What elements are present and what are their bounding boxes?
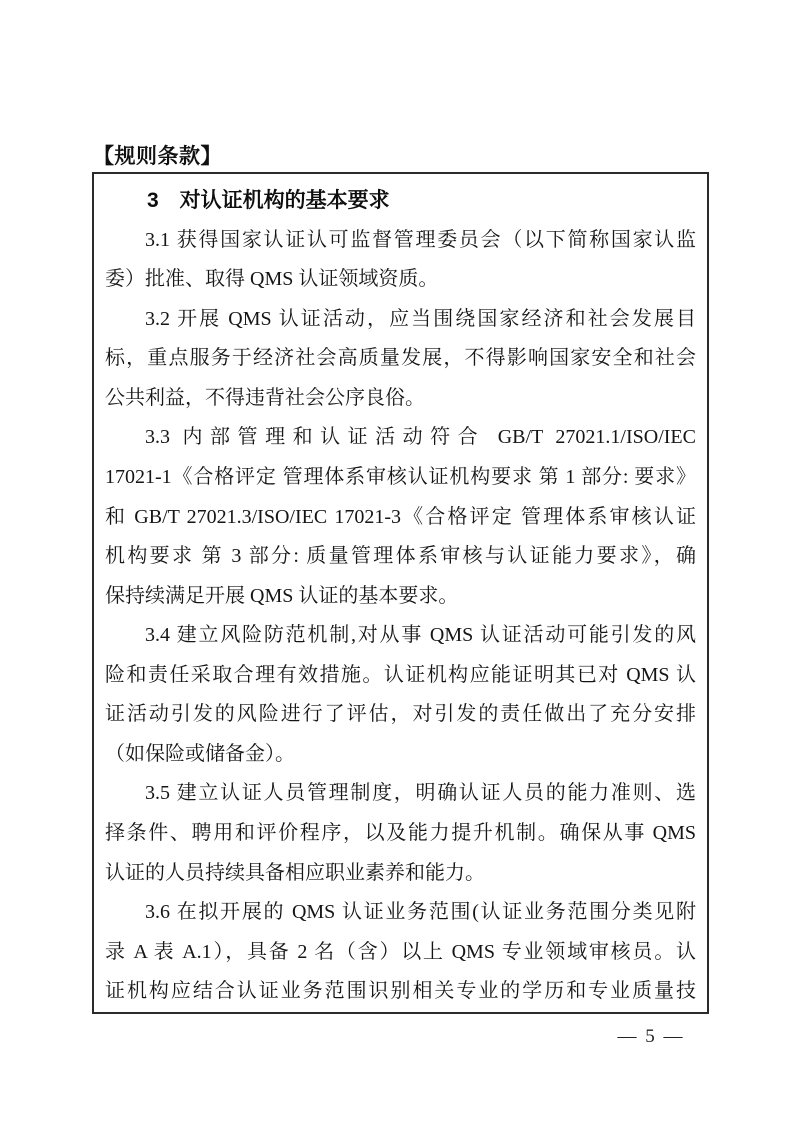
text-line: 证活动引发的风险进行了评估，对引发的责任做出了充分安排: [105, 703, 696, 726]
text-line: 录 A 表 A.1），具备 2 名（含）以上 QMS 专业领域审核员。认: [105, 940, 696, 963]
text-line: 认证的人员持续具备相应职业素养和能力。: [105, 861, 485, 884]
rules-box: [92, 172, 709, 1014]
text-line: 3.6 在拟开展的 QMS 认证业务范围(认证业务范围分类见附: [145, 901, 696, 924]
text-line: （如保险或储备金）。: [105, 742, 295, 765]
section-heading: 3 对认证机构的基本要求: [147, 189, 390, 212]
text-line: 委）批准、取得 QMS 认证领域资质。: [105, 268, 439, 291]
text-line: 保持续满足开展 QMS 认证的基本要求。: [105, 584, 459, 607]
text-line: 3.3 内部管理和认证活动符合 GB/T 27021.1/ISO/IEC: [145, 426, 696, 449]
text-line: 险和责任采取合理有效措施。认证机构应能证明其已对 QMS 认: [105, 663, 696, 686]
text-line: 机构要求 第 3 部分: 质量管理体系审核与认证能力要求》，确: [105, 545, 696, 568]
text-line: 择条件、聘用和评价程序，以及能力提升机制。确保从事 QMS: [105, 822, 696, 844]
text-line: 和 GB/T 27021.3/ISO/IEC 17021-3《合格评定 管理体系审核认证: [105, 505, 696, 528]
text-line: 3.2 开展 QMS 认证活动，应当围绕国家经济和社会发展目: [145, 307, 696, 330]
text-line: 17021-1《合格评定 管理体系审核认证机构要求 第 1 部分: 要求》: [105, 465, 696, 488]
page-number: — 5 —: [617, 1026, 685, 1047]
text-line: 标，重点服务于经济社会高质量发展，不得影响国家安全和社会: [105, 347, 696, 370]
text-line: 证机构应结合认证业务范围识别相关专业的学历和专业质量技: [105, 980, 696, 1003]
text-line: 公共利益，不得违背社会公序良俗。: [105, 386, 425, 409]
paragraphs-container: [105, 221, 696, 1012]
section-label: 【规则条款】: [93, 145, 222, 168]
text-line: 3.1 获得国家认证认可监督管理委员会（以下简称国家认监: [145, 228, 696, 251]
text-line: 3.5 建立认证人员管理制度，明确认证人员的能力准则、选: [145, 782, 696, 805]
text-line: 3.4 建立风险防范机制,对从事 QMS 认证活动可能引发的风: [145, 624, 696, 647]
